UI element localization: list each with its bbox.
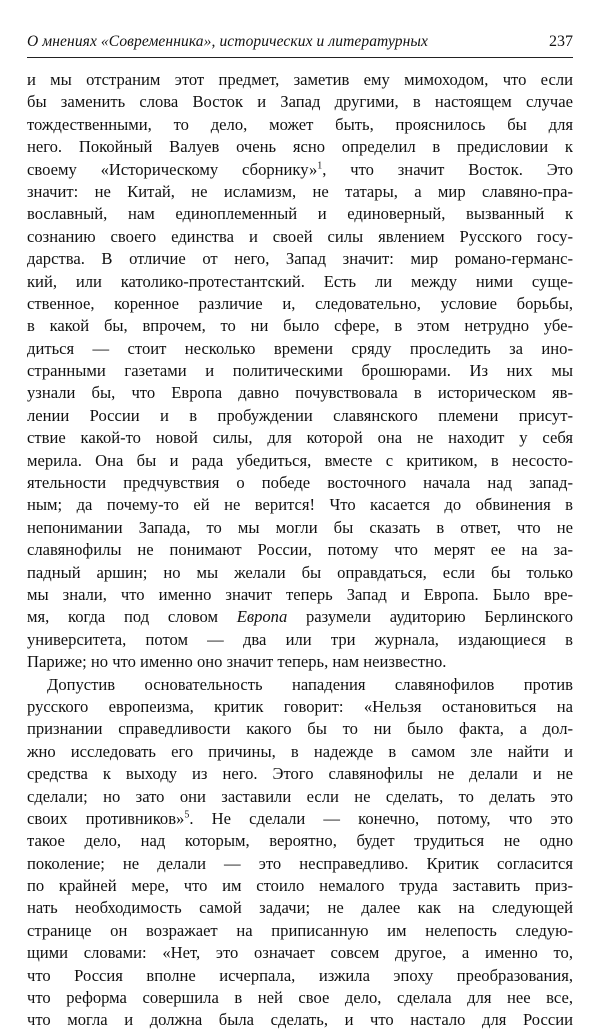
text-line: что реформа совершила в ней свое дело, сделала для нее все, <box>27 988 573 1008</box>
text-line: что Россия вполне исчерпала, изжила эпоху преобразования, <box>27 965 573 985</box>
text-line: лении России и в пробуждении славянского племени присут- <box>27 405 573 425</box>
text-line: славянофилы не понимают России, потому что мерят ее на за- <box>27 540 573 560</box>
paragraphs-container <box>27 69 573 1032</box>
text-line: дарства. В отличие от него, Запад значит: мир романо-германс- <box>27 249 573 269</box>
text-line: такое дело, над которым, вероятно, будет трудиться не одно <box>27 831 573 851</box>
text-line: по крайней мере, что им стоило немалого труда заставить приз- <box>27 876 573 896</box>
text-line: падный аршин; но мы желали бы оправдаться, если бы только <box>27 562 573 582</box>
text-line: университета, потом — два или три журнала, издающиеся в <box>27 629 573 649</box>
text-line: вославный, нам единоплеменный и единоверный, вызванный к <box>27 204 573 224</box>
text-line: признании справедливости какого бы то ни было факта, а дол- <box>27 719 573 739</box>
text-line: и мы отстраним этот предмет, заметив ему мимоходом, что если <box>27 70 573 89</box>
body-text <box>27 69 573 1032</box>
footnote-marker[interactable]: 1 <box>317 160 323 172</box>
text-line: в какой бы, впрочем, то ни было сфере, в этом нетрудно убе- <box>27 316 573 336</box>
text-line: Допустив основательность нападения славянофилов против <box>47 674 573 694</box>
text-line: ственное, коренное различие и, следовательно, условие борьбы, <box>27 293 573 313</box>
italic-term: Европа <box>236 607 288 627</box>
text-line: сознанию своего единства и своей силы явлением Русского госу- <box>27 226 573 246</box>
footnote-marker[interactable]: 5 <box>184 809 190 821</box>
header-rule <box>27 57 573 58</box>
text-line: бы заменить слова Восток и Запад другими, в настоящем случае <box>27 92 573 112</box>
text-segment: , что значит Восток. Это <box>322 159 573 179</box>
text-line: жно исследовать его причины, в надежде в самом зле найти и <box>27 741 573 761</box>
text-line: средства к выходу из него. Этого славянофилы не делали и не <box>27 764 573 784</box>
text-line: значит: не Китай, не исламизм, не татары, а мир славяно-пра- <box>27 181 573 201</box>
text-line: мерила. Она бы и рада убедиться, вместе с критиком, в несосто- <box>27 450 573 470</box>
text-line: нать необходимость самой задачи; не далее как на следующей <box>27 898 573 918</box>
text-line: диться — стоит несколько времени сряду проследить за ино- <box>27 338 573 358</box>
text-line: щими словами: «Нет, это означает совсем другое, а именно то, <box>27 943 573 963</box>
text-line: него. Покойный Валуев очень ясно определил в предисловии к <box>27 137 573 157</box>
text-line: ствие какой-то новой силы, для которой она не находит у себя <box>27 428 573 448</box>
text-line: ным; да почему-то ей не верится! Что касается до обвинения в <box>27 495 573 515</box>
text-line: мы знали, что именно значит теперь Запад и Европа. Было вре- <box>27 584 573 604</box>
text-line: странице он возражает на приписанную им нелепость следую- <box>27 920 573 940</box>
text-segment: . Не сделали — конечно, потому, что это <box>189 808 573 828</box>
text-line: сделали; но зато они заставили если не сделать, то делать это <box>27 786 573 806</box>
page-number: 237 <box>549 33 573 50</box>
text-line <box>27 159 573 181</box>
paragraph <box>27 69 573 674</box>
text-line: поколение; не делали — это несправедливо. Критик согласится <box>27 853 573 873</box>
text-line: непонимании Запада, то мы могли бы сказать в ответ, что не <box>27 517 573 537</box>
text-line: узнали бы, что Европа давно почувствовала в историческом яв- <box>27 383 573 403</box>
text-line: кий, или католико-протестантский. Есть ли между ними суще- <box>27 271 573 291</box>
text-line: ятельности предчувствия о победе восточного начала над запад- <box>27 473 573 493</box>
running-header <box>27 30 573 54</box>
text-line: Париже; но что именно оно значит теперь, нам неизвестно. <box>27 652 447 672</box>
text-line: русского европеизма, критик говорит: «Нельзя остановиться на <box>27 696 573 716</box>
paragraph <box>27 674 573 1032</box>
text-line: тождественными, то дело, может быть, прояснилось бы для <box>27 114 573 134</box>
text-line <box>27 808 573 830</box>
text-line: что могла и должна была сделать, и что настало для России <box>27 1010 573 1030</box>
text-line: странными газетами и политическими брошюрами. Из них мы <box>27 361 573 381</box>
text-segment: своих противников» <box>27 808 185 828</box>
text-segment: разумели аудиторию Берлинского <box>287 607 573 627</box>
text-segment: своему «Историческому сборнику» <box>27 159 318 179</box>
text-line <box>27 606 573 628</box>
running-title: О мнениях «Современника», исторических и литературных <box>27 33 428 50</box>
text-segment: мя, когда под словом <box>27 607 237 627</box>
